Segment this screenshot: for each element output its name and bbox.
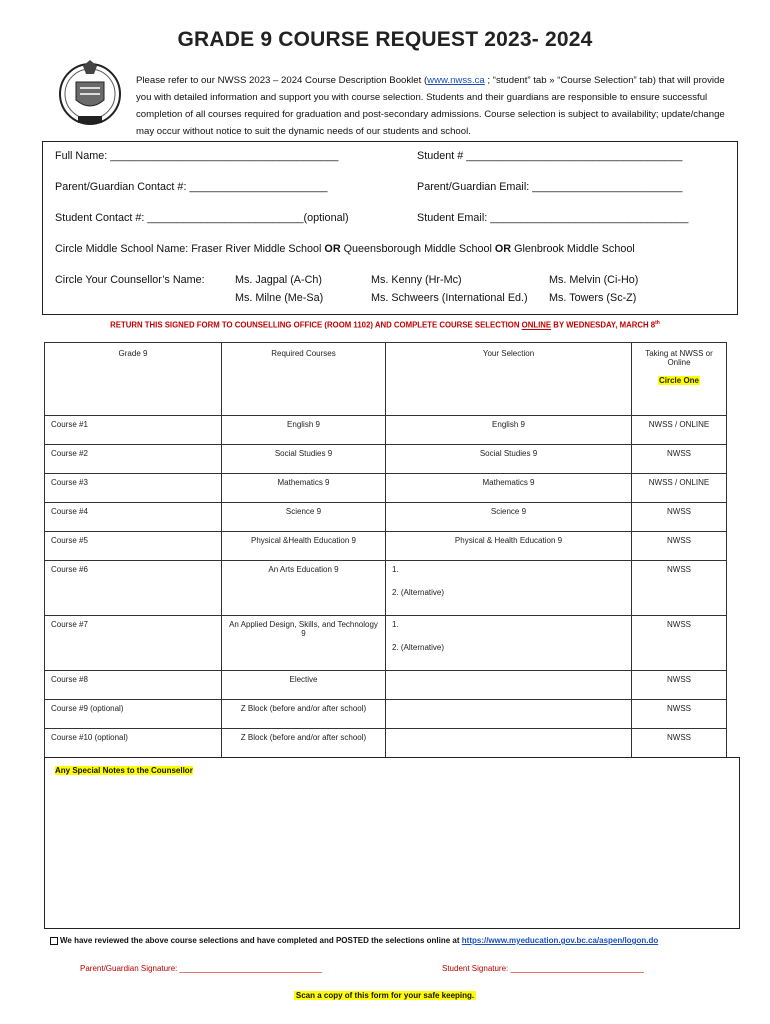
course-number: Course #7 [45, 616, 222, 671]
nwss-website-link[interactable]: www.nwss.ca [427, 75, 485, 86]
table-row [45, 729, 727, 758]
selection-cell[interactable]: Social Studies 9 [386, 445, 632, 474]
table-row [45, 474, 727, 503]
counsellor-option[interactable]: Ms. Kenny (Hr-Mc) [371, 274, 462, 286]
student-email-field[interactable]: Student Email: _________________________________ [417, 212, 689, 224]
location-choice[interactable]: NWSS [632, 616, 727, 671]
selection-cell[interactable]: English 9 [386, 416, 632, 445]
course-number: Course #10 (optional) [45, 729, 222, 758]
selection-cell[interactable]: 1. 2. (Alternative) [386, 561, 632, 616]
table-row [45, 561, 727, 616]
alternative-label: 2. (Alternative) [392, 643, 445, 652]
taking-at-header: Taking at NWSS or Online Circle One [632, 343, 727, 416]
course-number: Course #2 [45, 445, 222, 474]
selection-cell[interactable]: Mathematics 9 [386, 474, 632, 503]
table-header-row [45, 343, 727, 416]
your-selection-header: Your Selection [386, 343, 632, 416]
parent-signature-field[interactable]: Parent/Guardian Signature: ________________________________ [80, 964, 322, 973]
counsellor-option[interactable]: Ms. Schweers (International Ed.) [371, 292, 528, 304]
selection-cell[interactable]: 1. 2. (Alternative) [386, 616, 632, 671]
table-row [45, 700, 727, 729]
course-selection-table [44, 342, 727, 758]
selection-cell[interactable]: Science 9 [386, 503, 632, 532]
location-choice[interactable]: NWSS [632, 561, 727, 616]
required-course: An Applied Design, Skills, and Technology 9 [222, 616, 386, 671]
required-course: Science 9 [222, 503, 386, 532]
counsellor-option[interactable]: Ms. Jagpal (A-Ch) [235, 274, 322, 286]
location-choice[interactable]: NWSS / ONLINE [632, 474, 727, 503]
required-course: Social Studies 9 [222, 445, 386, 474]
required-course: Mathematics 9 [222, 474, 386, 503]
table-row [45, 445, 727, 474]
return-form-notice: RETURN THIS SIGNED FORM TO COUNSELLING OFFICE (ROOM 1102) AND COMPLETE COURSE SELECTION ONLINE BY WEDNESDAY, MARCH 8th [110, 320, 660, 330]
course-number: Course #4 [45, 503, 222, 532]
parent-contact-field[interactable]: Parent/Guardian Contact #: _______________________ [55, 181, 328, 193]
myeducation-link[interactable]: https://www.myeducation.gov.bc.ca/aspen/logon.do [461, 936, 659, 945]
required-courses-header: Required Courses [222, 343, 386, 416]
full-name-field[interactable]: Full Name: ______________________________________ [55, 150, 339, 162]
course-number: Course #8 [45, 671, 222, 700]
location-choice[interactable]: NWSS [632, 532, 727, 561]
counsellor-label: Circle Your Counsellor’s Name: [55, 274, 205, 286]
location-choice[interactable]: NWSS [632, 503, 727, 532]
special-notes-box[interactable] [44, 757, 740, 929]
table-row [45, 616, 727, 671]
table-row [45, 671, 727, 700]
course-number: Course #9 (optional) [45, 700, 222, 729]
alternative-label: 2. (Alternative) [392, 588, 445, 597]
table-row [45, 416, 727, 445]
intro-paragraph: Please refer to our NWSS 2023 – 2024 Course Description Booklet (www.nwss.ca ; “student” tab » “Course Selection” tab) that will provide you with detailed information and support you with course selection. Students and their guardians are responsible to ensure successful completion of all courses required for graduation and post-secondary admissions. Course selection is subject to availability; update/change may occur without notice to suit the dynamic needs of our students and school. [136, 75, 725, 137]
selection-cell[interactable] [386, 729, 632, 758]
course-number: Course #5 [45, 532, 222, 561]
required-course: Elective [222, 671, 386, 700]
student-number-field[interactable]: Student # ____________________________________ [417, 150, 683, 162]
student-contact-field[interactable]: Student Contact #: __________________________(optional) [55, 212, 349, 224]
school-crest-logo [50, 52, 130, 132]
location-choice[interactable]: NWSS [632, 445, 727, 474]
counsellor-option[interactable]: Ms. Towers (Sc-Z) [549, 292, 637, 304]
table-row [45, 532, 727, 561]
location-choice[interactable]: NWSS [632, 700, 727, 729]
review-checkbox[interactable] [50, 937, 58, 945]
selection-cell[interactable]: Physical & Health Education 9 [386, 532, 632, 561]
parent-email-field[interactable]: Parent/Guardian Email: _________________________ [417, 181, 683, 193]
location-choice[interactable]: NWSS [632, 729, 727, 758]
required-course: An Arts Education 9 [222, 561, 386, 616]
required-course: Z Block (before and/or after school) [222, 700, 386, 729]
selection-cell[interactable] [386, 700, 632, 729]
counsellor-option[interactable]: Ms. Melvin (Ci-Ho) [549, 274, 639, 286]
page-title: GRADE 9 COURSE REQUEST 2023- 2024 [177, 28, 593, 51]
counsellor-option[interactable]: Ms. Milne (Me-Sa) [235, 292, 324, 304]
required-course: Physical &Health Education 9 [222, 532, 386, 561]
course-number: Course #1 [45, 416, 222, 445]
student-info-box [42, 141, 738, 315]
student-signature-field[interactable]: Student Signature: ______________________________ [442, 964, 644, 973]
selection-cell[interactable] [386, 671, 632, 700]
location-choice[interactable]: NWSS [632, 671, 727, 700]
location-choice[interactable]: NWSS / ONLINE [632, 416, 727, 445]
table-row [45, 503, 727, 532]
review-confirmation: We have reviewed the above course selections and have completed and POSTED the selections online at https://www.myeducation.gov.bc.ca/aspen/logon.do [50, 936, 658, 945]
required-course: English 9 [222, 416, 386, 445]
circle-one-label: Circle One [658, 376, 699, 385]
scan-copy-note: Scan a copy of this form for your safe keeping. [295, 991, 475, 1000]
required-course: Z Block (before and/or after school) [222, 729, 386, 758]
grade-header: Grade 9 [45, 343, 222, 416]
course-number: Course #6 [45, 561, 222, 616]
middle-school-choice[interactable]: Circle Middle School Name: Fraser River Middle School OR Queensborough Middle School OR Glenbrook Middle School [55, 243, 635, 255]
special-notes-label: Any Special Notes to the Counsellor [55, 766, 193, 775]
course-number: Course #3 [45, 474, 222, 503]
